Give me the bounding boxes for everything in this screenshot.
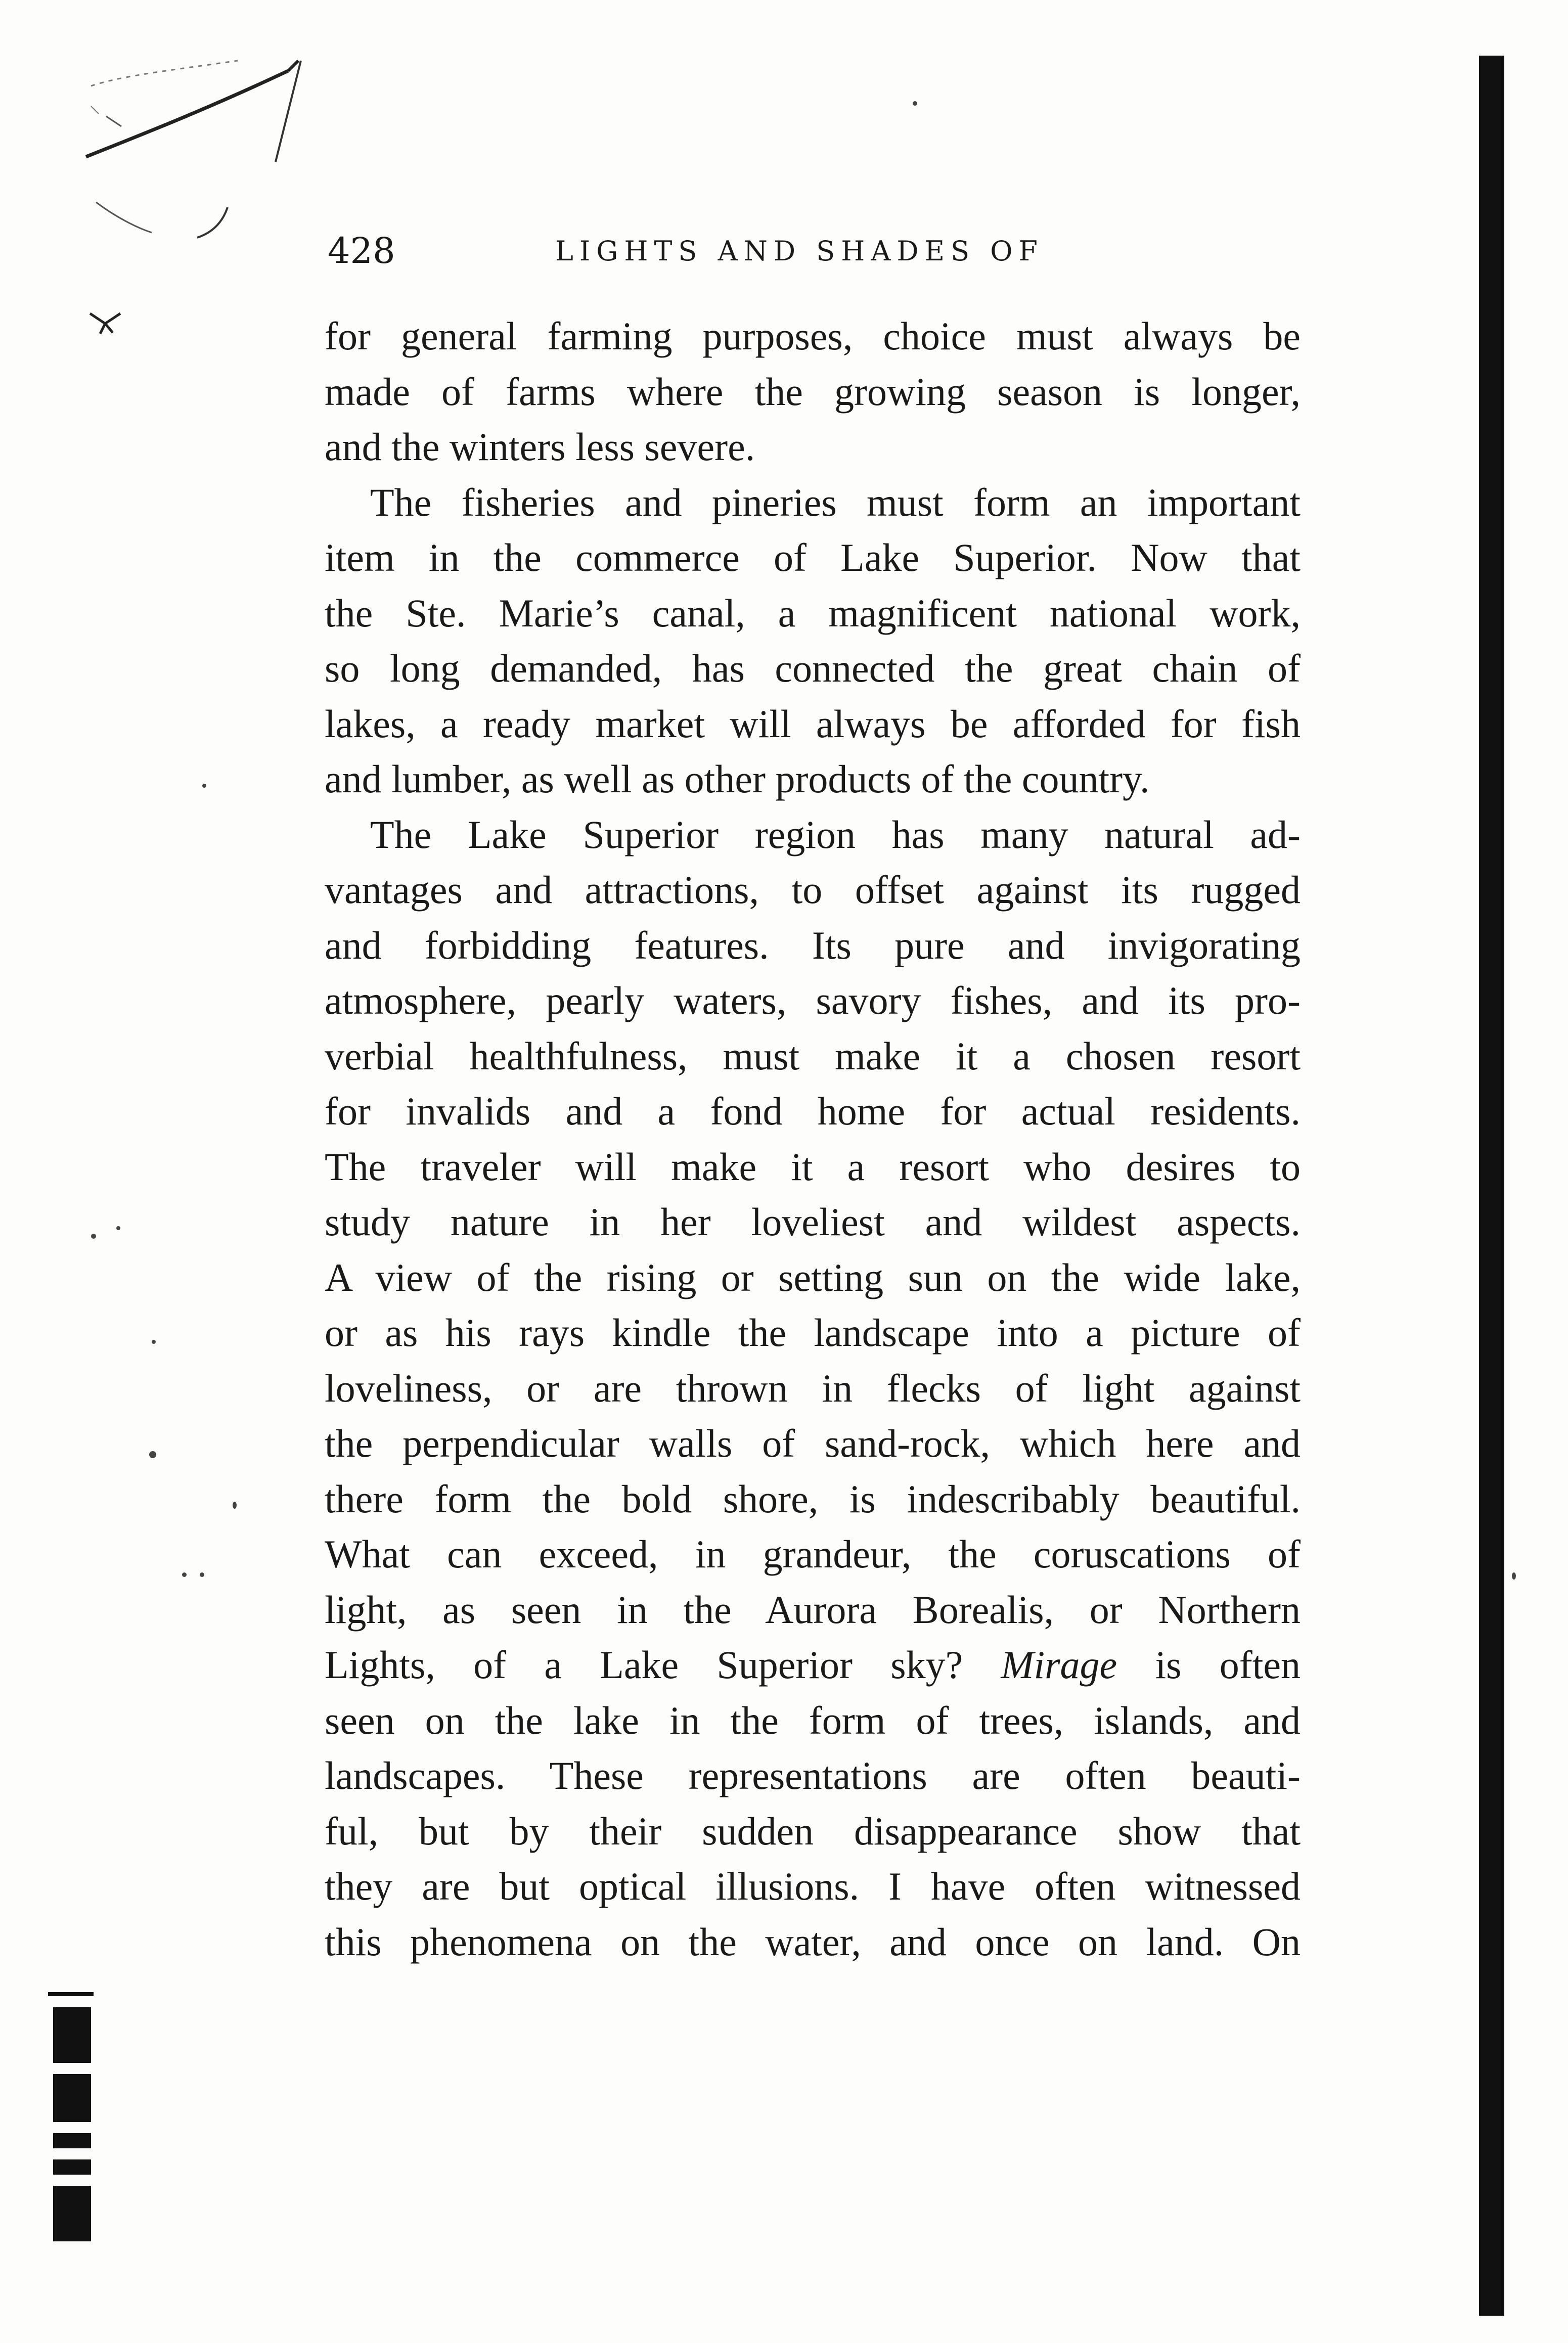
text-line: for invalids and a fond home for actual residents. <box>325 1089 1301 1133</box>
margin-speck <box>182 1572 187 1577</box>
text-line: and lumber, as well as other products of the country. <box>325 757 1150 801</box>
text-line: the Ste. Marie’s canal, a magnificent national work, <box>325 591 1301 635</box>
text-line: and forbidding features. Its pure and invigorating <box>325 923 1301 967</box>
text-line: seen on the lake in the form of trees, islands, and <box>325 1698 1301 1742</box>
corner-scribble-mark <box>76 40 308 253</box>
paragraph <box>325 475 1301 807</box>
page-edge-shadow <box>1479 56 1504 2316</box>
text-line: verbial healthfulness, must make it a chosen resort <box>325 1033 1301 1078</box>
margin-speck <box>202 784 206 788</box>
text-line: ful, but by their sudden disappearance show that <box>325 1809 1301 1853</box>
text-line: landscapes. These representations are often beauti- <box>325 1753 1301 1797</box>
text-line: The traveler will make it a resort who desires to <box>325 1144 1301 1189</box>
text-line: made of farms where the growing season is longer, <box>325 369 1301 414</box>
text-line: The Lake Superior region has many natural ad- <box>370 812 1301 857</box>
text-line: Lights, of a Lake Superior sky? Mirage is often <box>325 1643 1301 1687</box>
binding-marks <box>53 1992 94 2252</box>
text-line: this phenomena on the water, and once on land. On <box>325 1919 1301 1964</box>
text-line: they are but optical illusions. I have often witnessed <box>325 1864 1301 1908</box>
text-line: The fisheries and pineries must form an important <box>370 480 1301 524</box>
page-header <box>328 230 1304 286</box>
text-line: for general farming purposes, choice must always be <box>325 314 1301 358</box>
text-line: lakes, a ready market will always be afforded for fish <box>325 701 1301 746</box>
margin-speck <box>233 1502 237 1509</box>
text-line: the perpendicular walls of sand-rock, which here and <box>325 1421 1301 1465</box>
text-line: item in the commerce of Lake Superior. Now that <box>325 535 1301 579</box>
text-line: loveliness, or are thrown in flecks of light against <box>325 1366 1301 1410</box>
text-line: A view of the rising or setting sun on the wide lake, <box>325 1255 1301 1299</box>
text-line: or as his rays kindle the landscape into a picture of <box>325 1311 1301 1355</box>
text-line: so long demanded, has connected the great chain of <box>325 646 1301 690</box>
text-line: there form the bold shore, is indescribably beautiful. <box>325 1476 1301 1521</box>
margin-speck <box>91 1234 96 1239</box>
margin-speck <box>913 101 917 106</box>
text-line: light, as seen in the Aurora Borealis, or Northern <box>325 1587 1301 1632</box>
running-head: LIGHTS AND SHADES OF <box>555 235 1044 267</box>
margin-speck <box>200 1572 204 1577</box>
margin-speck <box>152 1340 156 1344</box>
page-number: 428 <box>328 230 395 272</box>
margin-speck <box>116 1226 120 1230</box>
text-line: and the winters less severe. <box>325 425 755 469</box>
text-line: What can exceed, in grandeur, the coruscations of <box>325 1532 1301 1576</box>
body-text <box>325 308 1301 1969</box>
margin-mark <box>85 303 130 339</box>
text-line: atmosphere, pearly waters, savory fishes, and its pro- <box>325 978 1301 1022</box>
margin-speck <box>149 1451 156 1458</box>
margin-speck <box>1512 1572 1516 1580</box>
paragraph <box>325 807 1301 1970</box>
text-line: vantages and attractions, to offset against its rugged <box>325 868 1301 912</box>
paragraph <box>325 308 1301 475</box>
text-line: study nature in her loveliest and wildest aspects. <box>325 1200 1301 1244</box>
